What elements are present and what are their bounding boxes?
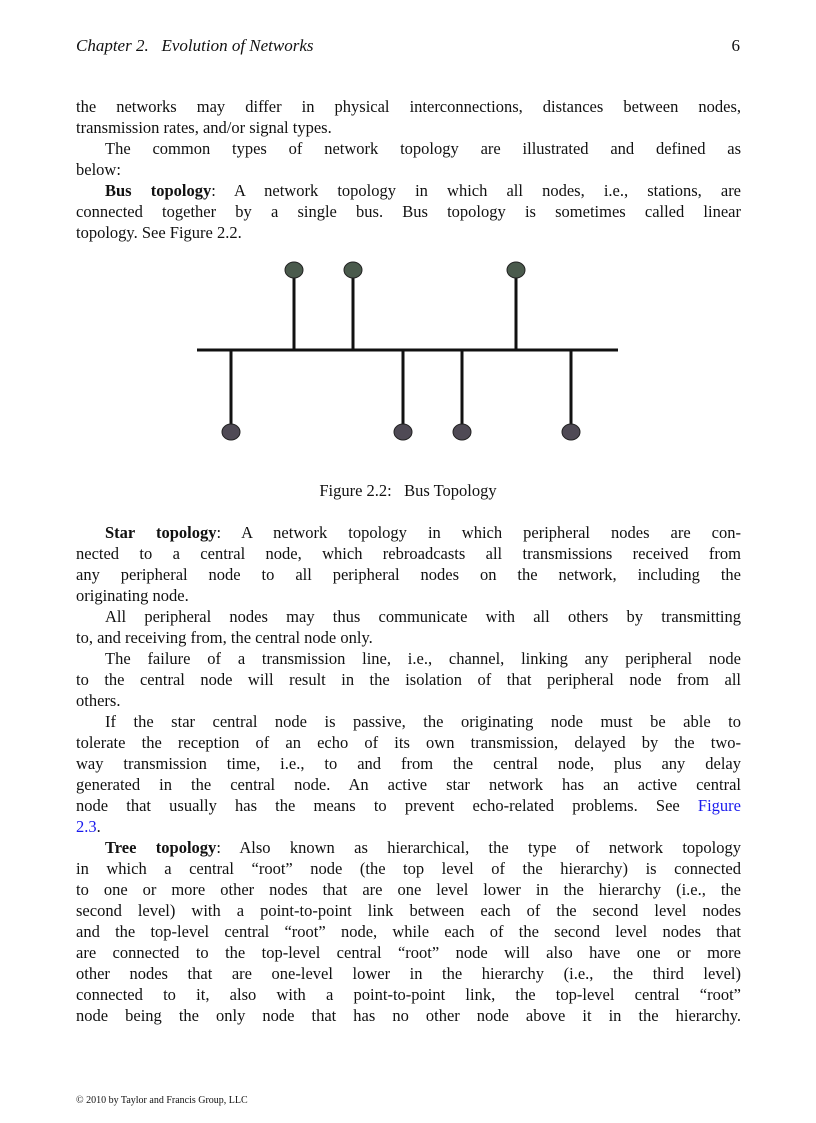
text-span: The common types of network topology are illustrated and defined as xyxy=(105,139,741,158)
text-span: node being the only node that has no other node above it in the hierarchy. xyxy=(76,1006,741,1025)
network-node xyxy=(453,424,471,440)
text-span: connected to it, also with a point-to-point link, the top-level central “root” xyxy=(76,985,741,1004)
text-line xyxy=(76,648,741,669)
text-span: to, and receiving from, the central node only. xyxy=(76,628,373,647)
text-line xyxy=(76,522,741,543)
text-span: The failure of a transmission line, i.e., channel, linking any peripheral node xyxy=(105,649,741,668)
text-span: any peripheral node to all peripheral nodes on the network, including the xyxy=(76,565,741,584)
network-node xyxy=(222,424,240,440)
text-span: below: xyxy=(76,160,121,179)
figure-link[interactable]: 2.3 xyxy=(76,817,97,836)
text-line xyxy=(76,984,741,1005)
text-span: second level) with a point-to-point link between each of the second level nodes xyxy=(76,901,741,920)
text-line xyxy=(76,879,741,900)
network-node xyxy=(394,424,412,440)
network-node xyxy=(562,424,580,440)
text-span: transmission rates, and/or signal types. xyxy=(76,118,332,137)
text-span: and the top-level central “root” node, while each of the second level nodes that xyxy=(76,922,741,941)
text-line xyxy=(76,627,741,648)
term-heading: Bus topology xyxy=(105,181,212,200)
text-line xyxy=(76,942,741,963)
text-span: topology. See Figure 2.2. xyxy=(76,223,242,242)
text-span: others. xyxy=(76,691,121,710)
text-span: If the star central node is passive, the originating node must be able to xyxy=(105,712,741,731)
figure-link[interactable]: Figure xyxy=(697,796,741,815)
page-number: 6 xyxy=(731,36,740,55)
text-span: way transmission time, i.e., to and from the central node, plus any delay xyxy=(76,754,741,773)
text-line xyxy=(76,711,741,732)
text-line xyxy=(76,921,741,942)
text-line xyxy=(76,690,741,711)
network-node xyxy=(285,262,303,278)
bus-topology-figure xyxy=(0,0,816,470)
text-line xyxy=(76,858,741,879)
text-span: . xyxy=(96,817,101,836)
figure-caption: Figure 2.2: Bus Topology xyxy=(319,481,497,500)
text-span: originating node. xyxy=(76,586,189,605)
text-line xyxy=(76,816,741,837)
text-line xyxy=(76,564,741,585)
network-node xyxy=(344,262,362,278)
text-line xyxy=(76,753,741,774)
text-line xyxy=(76,543,741,564)
running-header-chapter: Chapter 2. Evolution of Networks xyxy=(76,36,314,55)
text-line xyxy=(76,963,741,984)
text-span: to the central node will result in the isolation of that peripheral node from all xyxy=(76,670,741,689)
term-heading: Star topology xyxy=(105,523,217,542)
text-line xyxy=(76,585,741,606)
text-line xyxy=(76,774,741,795)
network-node xyxy=(507,262,525,278)
text-line xyxy=(76,795,741,816)
text-span: nected to a central node, which rebroadcasts all transmissions received from xyxy=(76,544,741,563)
text-span: : A network topology in which peripheral nodes are con- xyxy=(216,523,742,542)
text-span: other nodes that are one-level lower in the hierarchy (i.e., the third level) xyxy=(76,964,741,983)
text-span: : Also known as hierarchical, the type of network topology xyxy=(216,838,741,857)
text-span: to one or more other nodes that are one level lower in the hierarchy (i.e., the xyxy=(76,880,741,899)
text-span: generated in the central node. An active star network has an active central xyxy=(76,775,741,794)
text-line xyxy=(76,1005,741,1026)
text-span: in which a central “root” node (the top level of the hierarchy) is connected xyxy=(76,859,741,878)
text-span: connected together by a single bus. Bus topology is sometimes called linear xyxy=(76,202,741,221)
text-span: node that usually has the means to prevent echo-related problems. See xyxy=(76,796,698,815)
text-line xyxy=(76,669,741,690)
body-text-bottom xyxy=(76,522,741,1026)
copyright-footer: © 2010 by Taylor and Francis Group, LLC xyxy=(76,1095,248,1106)
term-heading: Tree topology xyxy=(105,838,217,857)
text-span: are connected to the top-level central “root” node will also have one or more xyxy=(76,943,741,962)
text-line xyxy=(76,732,741,753)
text-line xyxy=(76,900,741,921)
text-span: : A network topology in which all nodes, i.e., stations, are xyxy=(211,181,742,200)
text-span: the networks may differ in physical interconnections, distances between nodes, xyxy=(76,97,741,116)
text-span: All peripheral nodes may thus communicate with all others by transmitting xyxy=(105,607,741,626)
text-span: tolerate the reception of an echo of its own transmission, delayed by the two- xyxy=(76,733,741,752)
text-line xyxy=(76,837,741,858)
text-line xyxy=(76,606,741,627)
